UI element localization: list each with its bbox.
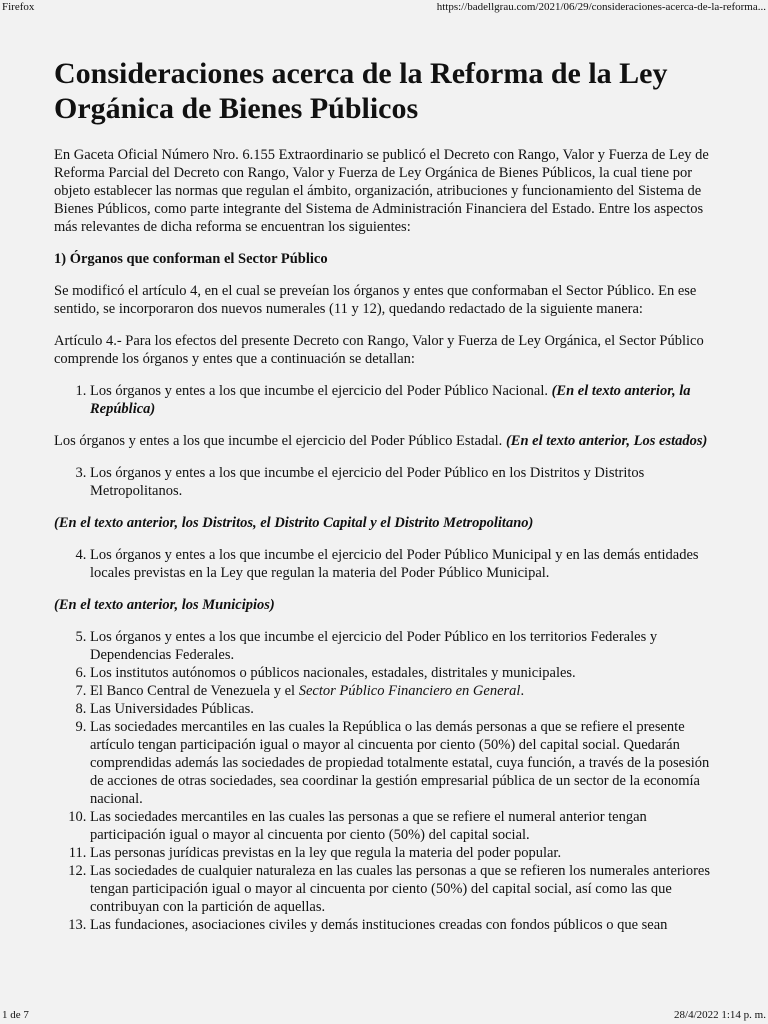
ordered-list <box>54 546 724 582</box>
ordered-list <box>54 464 724 500</box>
browser-name: Firefox <box>2 1 35 13</box>
list-item: 5. Los órganos y entes a los que incumbe el ejercicio del Poder Público en los territorios Federales y Dependencias Federales. <box>90 628 724 664</box>
paragraph-text: Los órganos y entes a los que incumbe el ejercicio del Poder Público Estadal. <box>54 433 506 449</box>
list-item: 9. Las sociedades mercantiles en las cuales la República o las demás personas a que se refiere el presente artículo tengan participación igual o mayor al cincuenta por ciento (50%) del capital social. Quedarán comprendidas además las sociedades de propiedad totalmente estatal, cuya función, a través de la posesión de acciones de otras sociedades, sea coordinar la gestión empresarial pública de un sector de la economía nacional. <box>90 718 724 808</box>
list-item: 4. Los órganos y entes a los que incumbe el ejercicio del Poder Público Municipal y en las demás entidades locales previstas en la Ley que regulan la materia del Poder Público Municipal. <box>90 546 724 582</box>
section-heading: 1) Órganos que conforman el Sector Público <box>54 251 328 267</box>
list-item-italic: Sector Público Financiero en General <box>298 683 521 699</box>
list-item: 8. Las Universidades Públicas. <box>90 700 724 718</box>
list-item: 3. Los órganos y entes a los que incumbe el ejercicio del Poder Público en los Distritos y Distritos Metropolitanos. <box>90 464 724 500</box>
ordered-list <box>54 628 724 934</box>
list-item-text: Los órganos y entes a los que incumbe el ejercicio del Poder Público Nacional. <box>90 383 552 399</box>
print-header <box>0 0 768 14</box>
paragraph: Artículo 4.- Para los efectos del presente Decreto con Rango, Valor y Fuerza de Ley Orgánica, el Sector Público comprende los órganos y entes que a continuación se detallan: <box>54 333 704 367</box>
print-footer <box>0 1008 768 1022</box>
list-item <box>90 382 724 418</box>
paragraph <box>54 432 724 450</box>
list-item: 6. Los institutos autónomos o públicos nacionales, estadales, distritales y municipales. <box>90 664 724 682</box>
article <box>54 56 724 948</box>
list-item: 12. Las sociedades de cualquier naturaleza en las cuales las personas a que se refieren los numerales anteriores tengan participación igual o mayor al cincuenta por ciento (50%) del capital social, así como las que contribuyan con la partición de aquellas. <box>90 862 724 916</box>
list-item-text: El Banco Central de Venezuela y el <box>90 683 299 699</box>
print-datetime: 28/4/2022 1:14 p. m. <box>674 1009 766 1021</box>
list-item-end: . <box>520 683 525 699</box>
page-number: 1 de 7 <box>2 1009 29 1021</box>
paragraph: Se modificó el artículo 4, en el cual se preveían los órganos y entes que conformaban el Sector Público. En ese sentido, se incorporaron dos nuevos numerales (11 y 12), quedando redactado de la siguiente manera: <box>54 283 697 317</box>
note-paragraph: (En el texto anterior, los Distritos, el Distrito Capital y el Distrito Metropolitano) <box>54 515 534 531</box>
list-item: 13. Las fundaciones, asociaciones civiles y demás instituciones creadas con fondos públicos o que sean <box>90 916 724 934</box>
page-url[interactable]: https://badellgrau.com/2021/06/29/consideraciones-acerca-de-la-reforma... <box>436 1 766 13</box>
article-title: Consideraciones acerca de la Reforma de la Ley Orgánica de Bienes Públicos <box>54 57 668 125</box>
intro-paragraph: En Gaceta Oficial Número Nro. 6.155 Extraordinario se publicó el Decreto con Rango, Valor y Fuerza de Ley de Reforma Parcial del Decreto con Rango, Valor y Fuerza de Ley Orgánica de Bienes Públicos, la cual tiene por objeto establecer las normas que regulan el ámbito, organización, atribuciones y funcionamiento del Sistema de Bienes Públicos, como parte integrante del Sistema de Administración Financiera del Estado. Entre los aspectos más relevantes de dicha reforma se encuentran los siguientes: <box>54 147 709 235</box>
list-item: 11. Las personas jurídicas previstas en la ley que regula la materia del poder popular. <box>90 844 724 862</box>
list-item-note: (En el texto anterior, la República) <box>90 383 691 417</box>
list-item: 10. Las sociedades mercantiles en las cuales las personas a que se refiere el numeral anterior tengan participación igual o mayor al cincuenta por ciento (50%) del capital social. <box>90 808 724 844</box>
list-item <box>90 682 724 700</box>
ordered-list <box>54 382 724 418</box>
paragraph-note: (En el texto anterior, Los estados) <box>505 433 708 449</box>
note-paragraph: (En el texto anterior, los Municipios) <box>54 597 275 613</box>
